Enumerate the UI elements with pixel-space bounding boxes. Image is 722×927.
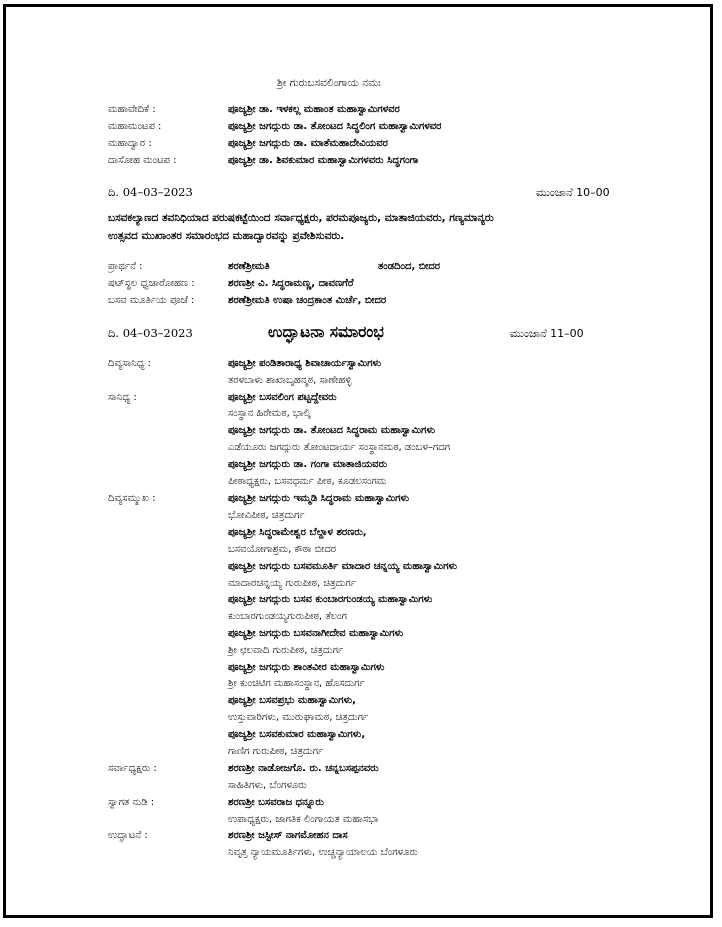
session2-row-place: ಶ್ರೀ ಛಲವಾದಿ ಗುರುಪೀಠ, ಚಿತ್ರದುರ್ಗ bbox=[228, 645, 344, 656]
session1-row-extra: ತಂಡದಿಂದ, ಬೀದರ bbox=[378, 261, 441, 272]
session1-row-value: ಶರಣೆಶ್ರೀಮತಿ bbox=[228, 261, 270, 272]
session2-row-place: ನಿವೃತ್ತ ನ್ಯಾಯಮೂರ್ತಿಗಳು, ಉಚ್ಚನ್ಯಾಯಾಲಯ ಬೆಂಗಳೂರು bbox=[228, 847, 418, 858]
session2-date: ದಿ. 04–03–2023 bbox=[108, 326, 193, 340]
session2-time: ಮುಂಜಾನೆ 11–00 bbox=[510, 327, 584, 340]
session1-date: ದಿ. 04–03–2023 bbox=[108, 185, 193, 199]
session2-row-name: ಪೂಜ್ಯಶ್ರೀ ಪಂಡಿತಾರಾಧ್ಯ ಶಿವಾಚಾರ್ಯಸ್ವಾಮಿಗಳು bbox=[228, 358, 382, 369]
session2-row-place: ಸಾಹಿತಿಗಳು, ಬೆಂಗಳೂರು bbox=[228, 780, 307, 791]
session2-row-place: ಎಡೆಯೂರು ಜಗದ್ಗುರು ತೋಂಟದಾರ್ಯ ಸಂಸ್ಥಾನಮಠ, ಡಂಬಳ–ಗದಗ bbox=[228, 442, 451, 453]
session2-row-name: ಪೂಜ್ಯಶ್ರೀ ಜಗದ್ಗುರು ಶಾಂತವೀರ ಮಹಾಸ್ವಾಮಿಗಳು bbox=[228, 662, 385, 673]
session2-row-name: ಪೂಜ್ಯಶ್ರೀ ಸಿದ್ಧರಾಮೇಶ್ವರ ಬೆಲ್ದಾಳ ಶರಣರು, bbox=[228, 527, 367, 538]
presidium-value: ಪೂಜ್ಯಶ್ರೀ ಡಾ. ಶಿವಕುಮಾರ ಮಹಾಸ್ವಾಮಿಗಳವರು ಸಿದ್ಧಗಂಗಾ bbox=[228, 155, 419, 166]
session2-row-place: ಉಪಾಧ್ಯಕ್ಷರು, ಜಾಗತಿಕ ಲಿಂಗಾಯತ ಮಹಾಸಭಾ bbox=[228, 814, 379, 825]
session2-row-name: ಪೂಜ್ಯಶ್ರೀ ಜಗದ್ಗುರು ಬಸವಮೂರ್ತಿ ಮಾದಾರ ಚನ್ನಯ್ಯ ಮಹಾಸ್ವಾಮಿಗಳು bbox=[228, 561, 458, 572]
session2-row-label: ಸರ್ವಾಧ್ಯಕ್ಷರು : bbox=[108, 763, 157, 774]
invocation: ಶ್ರೀ ಗುರುಬಸವಲಿಂಗಾಯ ನಮಃ bbox=[277, 77, 381, 89]
session2-row-label: ಸಾನಿಧ್ಯ : bbox=[108, 392, 137, 403]
session2-row-name: ಪೂಜ್ಯಶ್ರೀ ಜಗದ್ಗುರು ಇಮ್ಮಡಿ ಸಿದ್ಧರಾಮ ಮಹಾಸ್ವಾಮಿಗಳು bbox=[228, 493, 410, 504]
session2-row-label: ಉದ್ಘಾಟನೆ : bbox=[108, 830, 148, 841]
session2-row-place: ಗಾಣಿಗ ಗುರುಪೀಠ, ಚಿತ್ರದುರ್ಗ bbox=[228, 746, 324, 757]
session2-row-place: ಬಸವಯೋಗಾಶ್ರಮ, ಕೌಠಾ ಬೀದರ bbox=[228, 544, 337, 555]
session1-row-value: ಶರಣೆಶ್ರೀಮತಿ ಉಷಾ ಚಂದ್ರಕಾಂತ ಮಿರ್ಚೆ, ಬೀದರ bbox=[228, 295, 387, 306]
session2-row-name: ಪೂಜ್ಯಶ್ರೀ ಜಗದ್ಗುರು ಬಸವನಾಗೀದೇವ ಮಹಾಸ್ವಾಮಿಗಳು bbox=[228, 628, 404, 639]
session2-row-name: ಶರಣಶ್ರೀ ಬಸವರಾಜ ಧನ್ನೂರು bbox=[228, 797, 324, 808]
presidium-value: ಪೂಜ್ಯಶ್ರೀ ಜಗದ್ಗುರು ಡಾ. ಮಾತೆಮಹಾದೇವಿಯವರ bbox=[228, 138, 388, 149]
session1-row-label: ಪ್ರಾರ್ಥನೆ : bbox=[108, 261, 143, 272]
session2-row-name: ಪೂಜ್ಯಶ್ರೀ ಬಸವಪ್ರಭು ಮಹಾಸ್ವಾಮಿಗಳು, bbox=[228, 695, 356, 706]
presidium-label: ದಾಸೋಹ ಮಂಟಪ : bbox=[108, 155, 177, 166]
session2-row-place: ಶ್ರೀ ಕುಂಚಿಟಿಗ ಮಹಾಸಂಸ್ಥಾನ, ಹೊಸದುರ್ಗ bbox=[228, 678, 365, 689]
session2-row-place: ಕುಂಬಾರಗುಂಡಯ್ಯಗುರುಪೀಠ, ತೆಲಂಗ bbox=[228, 611, 347, 622]
session2-row-place: ಪೀಠಾಧ್ಯಕ್ಷರು, ಬಸವಧರ್ಮ ಪೀಠ, ಕೂಡಲಸಂಗಮ bbox=[228, 476, 387, 487]
session2-row-place: ತರಳಬಾಳು ಶಾಖಾಬೃಹನ್ಮಠ, ಸಾಣೇಹಳ್ಳಿ bbox=[228, 375, 352, 386]
session2-row-name: ಪೂಜ್ಯಶ್ರೀ ಬಸವಕುಮಾರ ಮಹಾಸ್ವಾಮಿಗಳು, bbox=[228, 729, 366, 740]
session2-row-place: ಮಾದಾರಚನ್ನಯ್ಯ ಗುರುಪೀಠ, ಚಿತ್ರದುರ್ಗ bbox=[228, 578, 356, 589]
session2-row-place: ಭೋವಿಪೀಠ, ಚಿತ್ರದುರ್ಗ bbox=[228, 510, 305, 521]
session2-row-name: ಪೂಜ್ಯಶ್ರೀ ಬಸವಲಿಂಗ ಪಟ್ಟದ್ದೇವರು bbox=[228, 392, 337, 403]
presidium-label: ಮಹಾವೇದಿಕೆ : bbox=[108, 104, 156, 115]
session2-row-place: ಉಸ್ತುವಾರಿಗಳು, ಮುರುಘಾಮಠ, ಚಿತ್ರದುರ್ಗ bbox=[228, 712, 369, 723]
session1-row-value: ಶರಣಶ್ರೀ ವಿ. ಸಿದ್ಧರಾಮಣ್ಣ, ದಾವಣಗೆರೆ bbox=[228, 278, 354, 289]
session2-row-place: ಸಂಸ್ಥಾನ ಹಿರೇಮಠ, ಭಾಲ್ಕಿ bbox=[228, 408, 311, 419]
presidium-label: ಮಹಾದ್ವಾರ : bbox=[108, 138, 152, 149]
presidium-label: ಮಹಾಮಂಟಪ : bbox=[108, 121, 162, 132]
session1-row-label: ಬಸವ ಮೂರ್ತಿಯ ಪೂಜೆ : bbox=[108, 295, 195, 306]
session2-row-label: ದಿವ್ಯಸಮ್ಮುಖ : bbox=[108, 493, 156, 504]
presidium-value: ಪೂಜ್ಯಶ್ರೀ ಡಾ. ಇಳಕಲ್ಲ ಮಹಾಂತ ಮಹಾಸ್ವಾಮಿಗಳವರ bbox=[228, 104, 400, 115]
presidium-value: ಪೂಜ್ಯಶ್ರೀ ಜಗದ್ಗುರು ಡಾ. ತೋಂಟದ ಸಿದ್ಧಲಿಂಗ ಮಹಾಸ್ವಾಮಿಗಳವರ bbox=[228, 121, 442, 132]
session2-heading: ಉದ್ಘಾಟನಾ ಸಮಾರಂಭ bbox=[268, 323, 384, 341]
session1-time: ಮುಂಜಾನೆ 10–00 bbox=[536, 186, 610, 199]
session2-row-name: ಶರಣಶ್ರೀ ನಾಡೋಜಗೊ. ರು. ಚನ್ನಬಸಪ್ಪನವರು bbox=[228, 763, 379, 774]
session2-row-label: ಸ್ವಾಗತ ನುಡಿ : bbox=[108, 797, 155, 808]
session1-row-label: ಷಟ್‌ಸ್ಥಲ ಧ್ವಜಾರೋಹಣ : bbox=[108, 278, 195, 289]
session2-row-label: ದಿವ್ಯಸಾನಿಧ್ಯ : bbox=[108, 358, 152, 369]
session1-paragraph: ಉತ್ಸವದ ಮುಖಾಂತರ ಸಮಾರಂಭದ ಮಹಾದ್ವಾರವನ್ನು ಪ್ರವೇಶಿಸುವರು. bbox=[108, 230, 345, 242]
session2-row-name: ಪೂಜ್ಯಶ್ರೀ ಜಗದ್ಗುರು ಬಸವ ಕುಂಬಾರಗುಂಡಯ್ಯ ಮಹಾಸ್ವಾಮಿಗಳು bbox=[228, 594, 433, 605]
session2-row-name: ಪೂಜ್ಯಶ್ರೀ ಜಗದ್ಗುರು ಡಾ. ಗಂಗಾ ಮಾತಾಜಿಯವರು bbox=[228, 459, 388, 470]
session2-row-name: ಪೂಜ್ಯಶ್ರೀ ಜಗದ್ಗುರು ಡಾ. ತೋಂಟದ ಸಿದ್ಧರಾಮ ಮಹಾಸ್ವಾಮಿಗಳು bbox=[228, 425, 436, 436]
session2-row-name: ಶರಣಶ್ರೀ ಜಸ್ಟೀಸ್ ನಾಗಮೋಹನ ದಾಸ bbox=[228, 830, 348, 841]
session1-paragraph: ಬಸವಕಲ್ಯಾಣದ ತವನಿಧಿಯಾದ ಪರುಷಕಟ್ಟೆಯಿಂದ ಸರ್ವಾಧ್ಯಕ್ಷರು, ಪರಮಪೂಜ್ಯರು, ಮಾತಾಜಿಯವರು, ಗಣ್ಯಮಾನ್ಯರು bbox=[108, 212, 494, 224]
